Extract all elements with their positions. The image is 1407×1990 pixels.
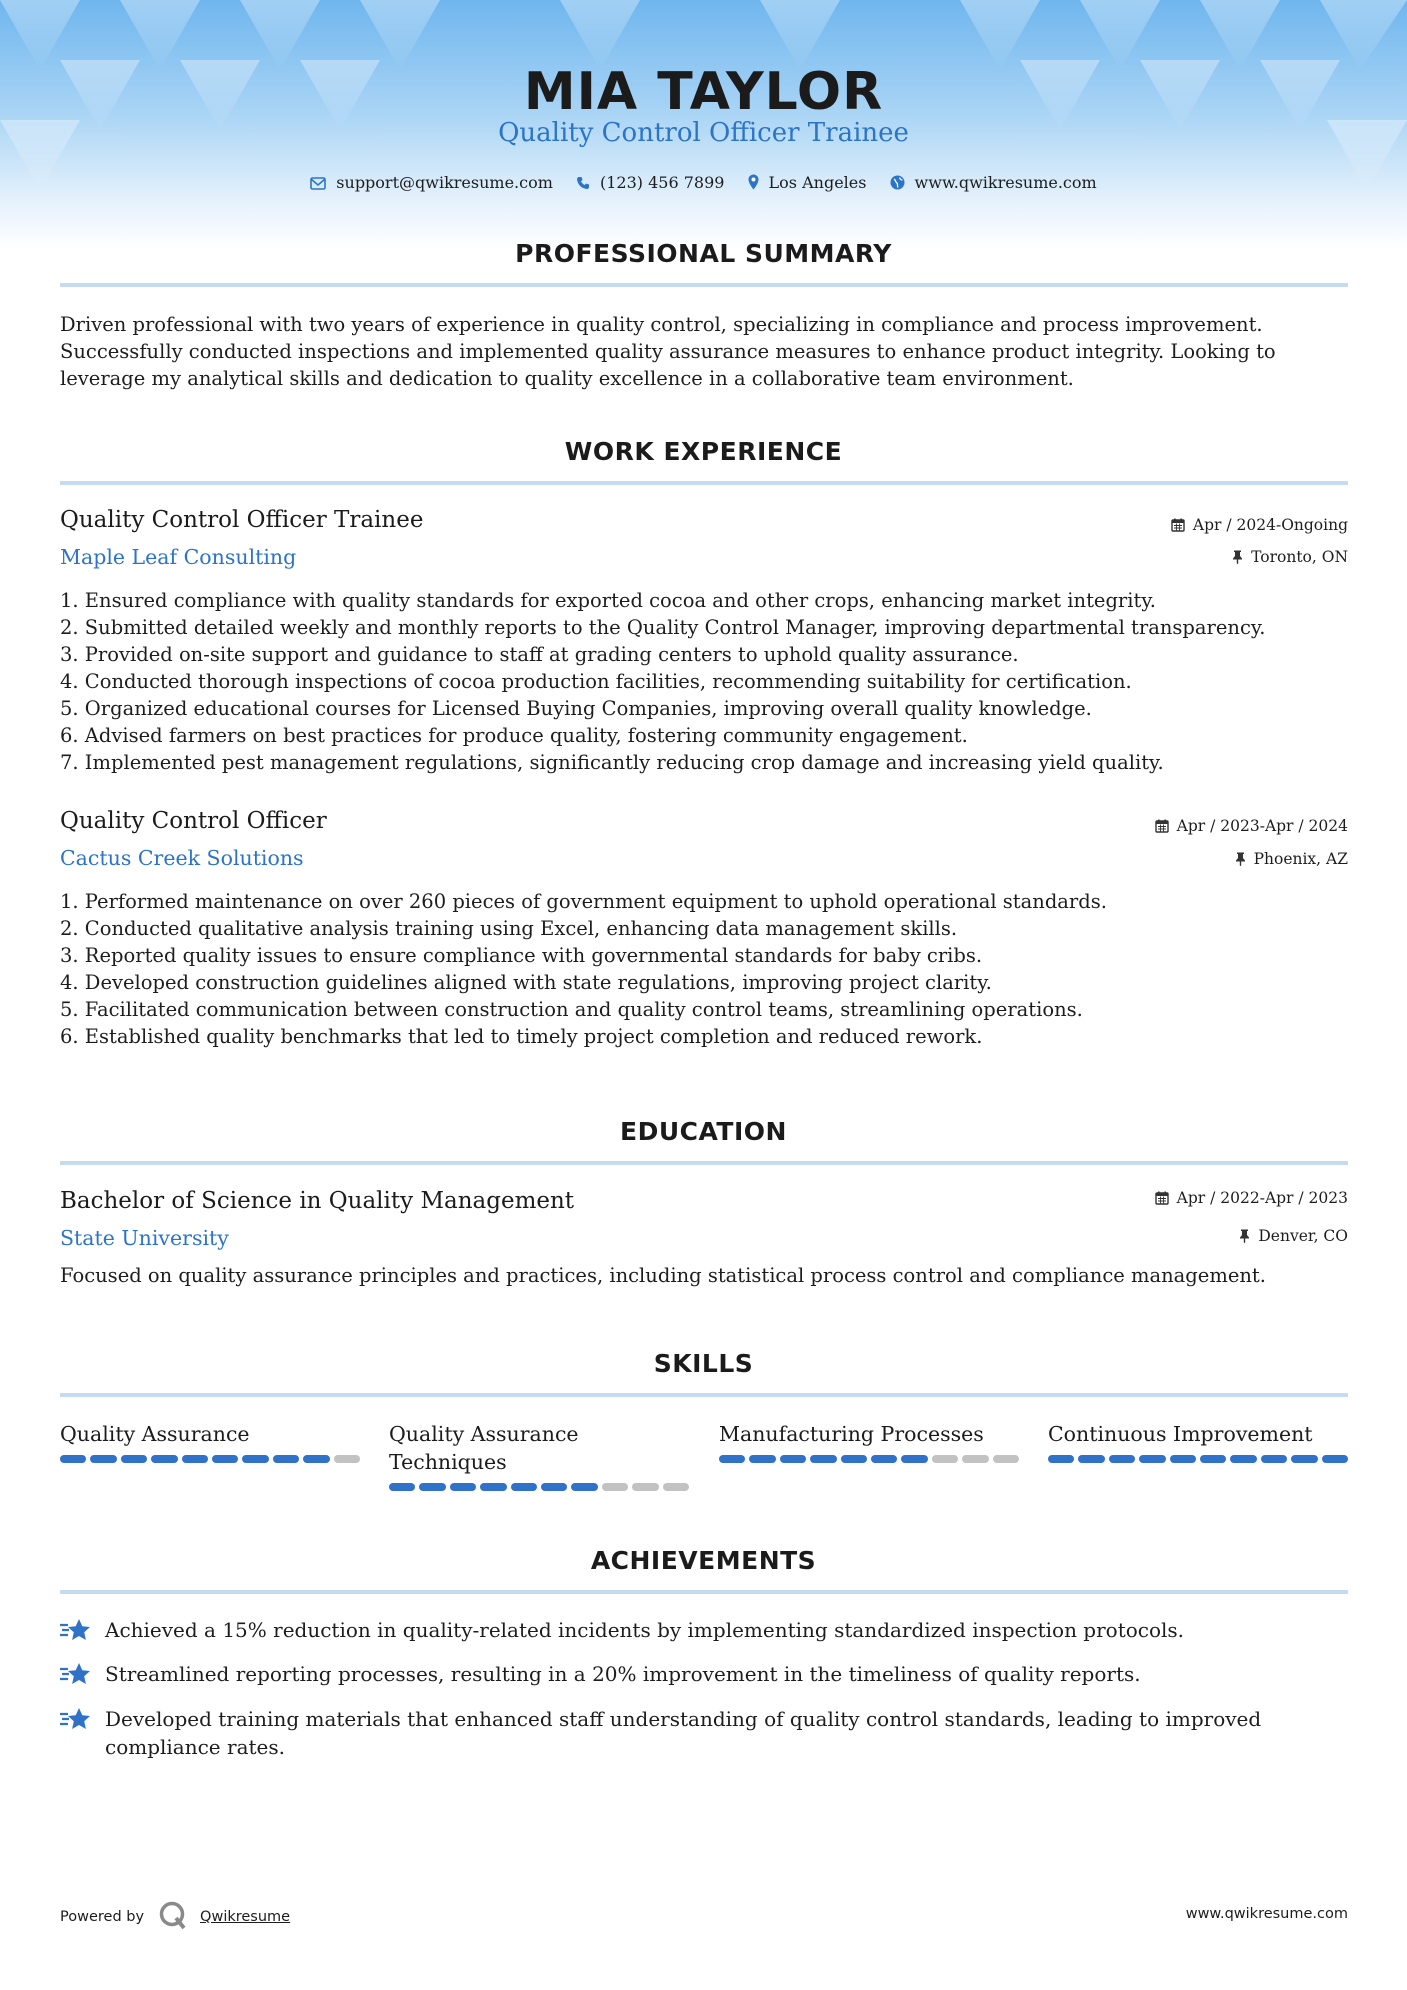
- calendar-icon: [1171, 518, 1185, 532]
- skill-label: Manufacturing Processes: [719, 1422, 984, 1446]
- list-item: 5. Facilitated communication between construction and quality control teams, streamlining operations.: [60, 998, 1083, 1021]
- skill-segment-filled: [1291, 1455, 1317, 1463]
- candidate-name: MIA TAYLOR: [523, 62, 884, 122]
- skill-segment-filled: [871, 1455, 897, 1463]
- thumbtack-icon: [1235, 852, 1246, 866]
- skill-segment-filled: [303, 1455, 329, 1463]
- skill-segment-filled: [571, 1483, 597, 1491]
- skill-segment-filled: [242, 1455, 268, 1463]
- job-location: [1235, 850, 1348, 868]
- list-item: 6. Advised farmers on best practices for produce quality, fostering community engagement.: [60, 724, 968, 747]
- job-title: Quality Control Officer: [60, 808, 327, 834]
- experience-heading: WORK EXPERIENCE: [564, 437, 843, 466]
- job-dates-text: Apr / 2023-Apr / 2024: [1176, 817, 1348, 835]
- experience-divider: [60, 481, 1348, 485]
- candidate-title: Quality Control Officer Trainee: [498, 118, 909, 148]
- job-dates: [1171, 516, 1348, 534]
- skill-item: [1048, 1420, 1348, 1463]
- job-title: Quality Control Officer Trainee: [60, 507, 424, 533]
- job-bullets: [60, 587, 1350, 776]
- education-location: [1239, 1227, 1348, 1245]
- skill-segment-empty: [663, 1483, 689, 1491]
- achievements-heading: ACHIEVEMENTS: [590, 1546, 817, 1575]
- list-item: 3. Provided on-site support and guidance to staff at grading centers to uphold quality assurance.: [60, 643, 1019, 666]
- achievement-text: Developed training materials that enhanced staff understanding of quality control standards, leading to improved compliance rates.: [105, 1707, 1262, 1759]
- skill-segment-filled: [719, 1455, 745, 1463]
- skill-label: Continuous Improvement: [1048, 1422, 1313, 1446]
- skill-label: Quality Assurance: [60, 1422, 250, 1446]
- list-item: 4. Conducted thorough inspections of cocoa production facilities, recommending suitability for certification.: [60, 670, 1132, 693]
- list-item: 1. Ensured compliance with quality standards for exported cocoa and other crops, enhancing market integrity.: [60, 589, 1156, 612]
- education-divider: [60, 1161, 1348, 1165]
- company-name: Maple Leaf Consulting: [60, 545, 297, 569]
- contact-website[interactable]: [890, 173, 1097, 192]
- envelope-icon: [310, 177, 326, 190]
- skill-segment-empty: [962, 1455, 988, 1463]
- skill-label: Quality Assurance Techniques: [389, 1422, 579, 1474]
- education-description: Focused on quality assurance principles and practices, including statistical process control and compliance management.: [60, 1264, 1266, 1287]
- summary-divider: [60, 283, 1348, 287]
- skill-segment-filled: [810, 1455, 836, 1463]
- skill-segment-filled: [1109, 1455, 1135, 1463]
- skill-segment-filled: [1322, 1455, 1348, 1463]
- list-item: 2. Submitted detailed weekly and monthly reports to the Quality Control Manager, improving departmental transparency.: [60, 616, 1266, 639]
- thumbtack-icon: [1239, 1229, 1250, 1243]
- map-marker-icon: [748, 174, 759, 190]
- list-item: 3. Reported quality issues to ensure compliance with governmental standards for baby cribs.: [60, 944, 983, 967]
- contact-location-text: Los Angeles: [768, 173, 867, 192]
- skill-segment-filled: [151, 1455, 177, 1463]
- skill-item: [389, 1420, 689, 1491]
- achievement-text: Streamlined reporting processes, resulting in a 20% improvement in the timeliness of quality reports.: [105, 1662, 1141, 1686]
- job-location-text: Toronto, ON: [1251, 548, 1348, 566]
- list-item: 2. Conducted qualitative analysis training using Excel, enhancing data management skills.: [60, 917, 958, 940]
- thumbtack-icon: [1232, 550, 1243, 564]
- skill-segment-filled: [780, 1455, 806, 1463]
- company-name: Cactus Creek Solutions: [60, 846, 304, 870]
- skill-rating: [719, 1455, 1019, 1463]
- skill-segment-filled: [1139, 1455, 1165, 1463]
- education-dates: [1155, 1189, 1348, 1207]
- contact-website-text: www.qwikresume.com: [914, 173, 1097, 192]
- skills-divider: [60, 1393, 1348, 1397]
- list-item: 1. Performed maintenance on over 260 pieces of government equipment to uphold operational standards.: [60, 890, 1107, 913]
- skill-segment-filled: [1170, 1455, 1196, 1463]
- skill-item: [60, 1420, 360, 1463]
- skill-segment-filled: [273, 1455, 299, 1463]
- footer-powered-by: [60, 1900, 290, 1930]
- skill-segment-filled: [60, 1455, 86, 1463]
- job-dates-text: Apr / 2024-Ongoing: [1192, 516, 1348, 534]
- footer-url[interactable]: www.qwikresume.com: [1185, 1906, 1348, 1922]
- job-location-text: Phoenix, AZ: [1253, 850, 1348, 868]
- contact-bar: [0, 173, 1407, 192]
- calendar-icon: [1155, 819, 1169, 833]
- achievements-divider: [60, 1590, 1348, 1594]
- globe-icon: [890, 175, 905, 190]
- contact-phone-text: (123) 456 7899: [599, 173, 725, 192]
- skill-segment-filled: [1200, 1455, 1226, 1463]
- contact-email[interactable]: [310, 173, 553, 192]
- skill-segment-filled: [841, 1455, 867, 1463]
- skill-segment-filled: [212, 1455, 238, 1463]
- summary-text: Driven professional with two years of experience in quality control, specializing in compliance and process improvement. Successfully conducted inspections and implemented quality assurance measures to enhance product integrity. Looking to leverage my analytical skills and dedication to quality excellence in a collaborative team environment.: [60, 313, 1276, 390]
- skill-segment-filled: [389, 1483, 415, 1491]
- school-name: State University: [60, 1226, 229, 1250]
- achievement-item: [60, 1660, 1350, 1688]
- list-item: 4. Developed construction guidelines aligned with state regulations, improving project clarity.: [60, 971, 992, 994]
- star-icon: [60, 1707, 92, 1733]
- skill-segment-empty: [334, 1455, 360, 1463]
- skill-segment-filled: [749, 1455, 775, 1463]
- skill-segment-filled: [1048, 1455, 1074, 1463]
- skills-heading: SKILLS: [653, 1349, 754, 1378]
- phone-icon: [576, 176, 590, 190]
- skill-segment-empty: [932, 1455, 958, 1463]
- skill-segment-filled: [450, 1483, 476, 1491]
- skill-segment-filled: [480, 1483, 506, 1491]
- skill-segment-empty: [993, 1455, 1019, 1463]
- skill-rating: [1048, 1455, 1348, 1463]
- achievement-item: [60, 1616, 1350, 1644]
- skill-segment-filled: [511, 1483, 537, 1491]
- star-icon: [60, 1662, 92, 1688]
- brand-link[interactable]: Qwikresume: [200, 1909, 291, 1925]
- skill-item: [719, 1420, 1019, 1463]
- skill-segment-empty: [632, 1483, 658, 1491]
- education-location-text: Denver, CO: [1258, 1227, 1348, 1245]
- skill-segment-filled: [121, 1455, 147, 1463]
- calendar-icon: [1155, 1191, 1169, 1205]
- contact-email-text: support@qwikresume.com: [336, 173, 553, 192]
- job-location: [1232, 548, 1348, 566]
- skill-segment-filled: [541, 1483, 567, 1491]
- skill-segment-filled: [1261, 1455, 1287, 1463]
- education-heading: EDUCATION: [620, 1117, 787, 1146]
- skill-segment-filled: [1230, 1455, 1256, 1463]
- list-item: 6. Established quality benchmarks that led to timely project completion and reduced rework.: [60, 1025, 983, 1048]
- skill-segment-filled: [901, 1455, 927, 1463]
- skill-segment-filled: [419, 1483, 445, 1491]
- star-icon: [60, 1618, 92, 1644]
- skill-rating: [389, 1483, 689, 1491]
- powered-by-label: Powered by: [60, 1909, 145, 1925]
- list-item: 7. Implemented pest management regulations, significantly reducing crop damage and increasing yield quality.: [60, 751, 1164, 774]
- achievement-text: Achieved a 15% reduction in quality-related incidents by implementing standardized inspection protocols.: [105, 1618, 1185, 1642]
- contact-phone[interactable]: [576, 173, 724, 192]
- summary-heading: PROFESSIONAL SUMMARY: [515, 239, 892, 268]
- skill-rating: [60, 1455, 360, 1463]
- qwikresume-logo-icon: [158, 1900, 188, 1930]
- job-bullets: [60, 888, 1350, 1050]
- achievement-item: [60, 1705, 1350, 1761]
- skill-segment-filled: [1078, 1455, 1104, 1463]
- list-item: 5. Organized educational courses for Licensed Buying Companies, improving overall quality knowledge.: [60, 697, 1092, 720]
- skill-segment-filled: [182, 1455, 208, 1463]
- contact-location: [748, 173, 867, 192]
- degree-title: Bachelor of Science in Quality Management: [60, 1188, 575, 1214]
- skill-segment-empty: [602, 1483, 628, 1491]
- skill-segment-filled: [90, 1455, 116, 1463]
- education-dates-text: Apr / 2022-Apr / 2023: [1176, 1189, 1348, 1207]
- job-dates: [1155, 817, 1348, 835]
